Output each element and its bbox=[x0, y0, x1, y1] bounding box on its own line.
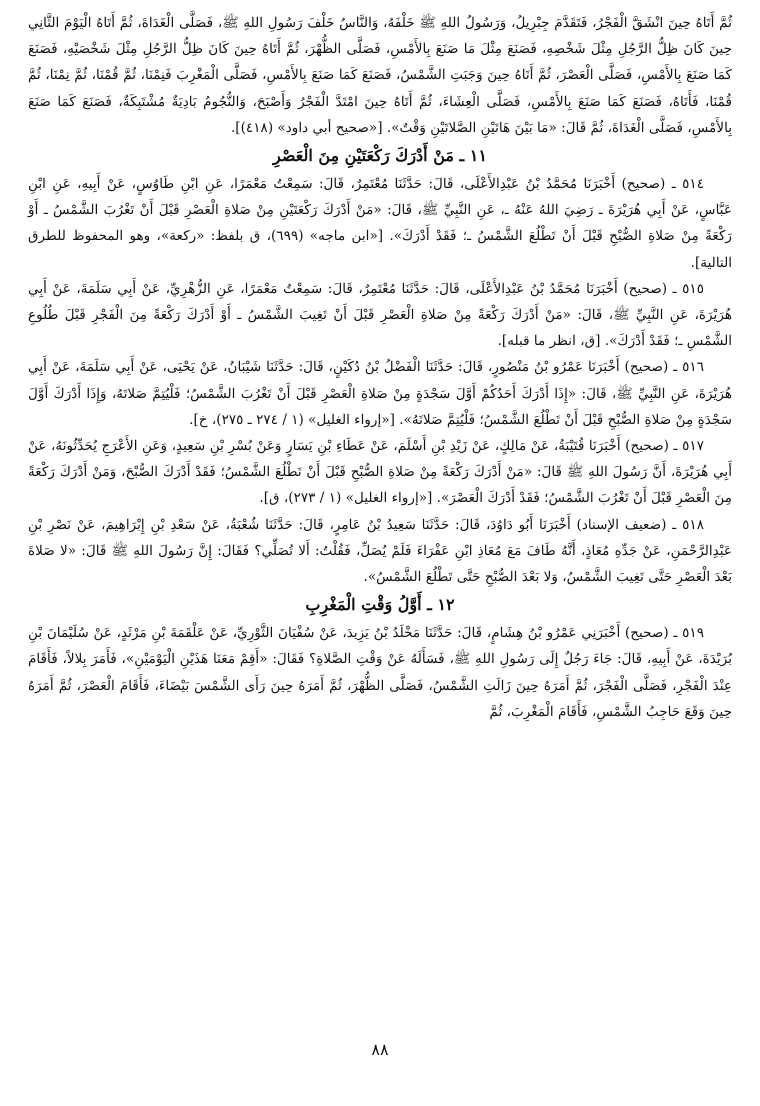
hadith-516: ٥١٦ ـ (صحيح) أَخْبَرَنَا عَمْرُو بْنُ مَنْصُورٍ، قَالَ: حَدَّثَنَا الْفَضْلُ بْنُ دُكَيْنٍ، قَالَ: حَدَّثَنَا شَيْبَانُ، عَنْ يَحْيَى، عَنْ أَبِي سَلَمَةَ، عَنْ أَبِي هُرَيْرَةَ، عَنِ النَّبِيِّ ﷺ، قَالَ: «إِذَا أَدْرَكَ أَحَدُكُمْ أَوَّلَ سَجْدَةٍ مِنْ صَلاةِ الْعَصْرِ قَبْلَ أَنْ تَغْرُبَ الشَّمْسُ؛ فَلْيُتِمَّ صَلاتَهُ، وَإِذَا أَدْرَكَ أَوَّلَ سَجْدَةٍ مِنْ صَلاةِ الصُّبْحِ قَبْلَ أَنْ تَطْلُعَ الشَّمْسُ؛ فَلْيُتِمَّ صَلاتَهُ». [«إرواء الغليل» (١ / ٢٧٤ ـ ٢٧٥)، خ]. bbox=[28, 359, 732, 428]
chapter-heading-12: ١٢ ـ أَوَّلُ وَقْتِ الْمَغْرِبِ bbox=[305, 595, 455, 615]
chapter-heading-11: ١١ ـ مَنْ أَدْرَكَ رَكْعَتَيْنِ مِنَ الْعَصْرِ bbox=[273, 146, 487, 166]
hadith-517: ٥١٧ ـ (صحيح) أَخْبَرَنَا قُتَيْبَةُ، عَنْ مَالِكٍ، عَنْ زَيْدِ بْنِ أَسْلَمَ، عَنْ عَطَاءِ بْنِ يَسَارٍ وَعَنْ بُسْرِ بْنِ سَعِيدٍ، وَعَنِ الأَعْرَجِ يُحَدِّثُونَهُ، عَنْ أَبِي هُرَيْرَةَ، أَنَّ رَسُولَ اللهِ ﷺ قَالَ: «مَنْ أَدْرَكَ رَكْعَةً مِنْ صَلاةِ الصُّبْحِ قَبْلَ أَنْ تَطْلُعَ الشَّمْسُ؛ فَقَدْ أَدْرَكَ الصُّبْحَ، وَمَنْ أَدْرَكَ رَكْعَةً مِنَ الْعَصْرِ قَبْلَ أَنْ تَغْرُبَ الشَّمْسُ؛ فَقَدْ أَدْرَكَ الْعَصْرَ». [«إرواء الغليل» (١ / ٢٧٣)، ق]. bbox=[28, 438, 732, 507]
continuation-paragraph: ثُمَّ أَتَاهُ حِينَ انْشَقَّ الْفَجْرُ، فَتَقَدَّمَ جِبْرِيلُ، وَرَسُولُ اللهِ ﷺ خَلْفَهُ، وَالنَّاسُ خَلْفَ رَسُولِ اللهِ ﷺ، فَصَلَّى الْغَدَاةَ، ثُمَّ أَتَاهُ الْيَوْمَ الثَّانِي حِينَ كَانَ ظِلُّ الرَّجُلِ مِثْلَ شَخْصِهِ، فَصَنَعَ مِثْلَ مَا صَنَعَ بِالأَمْسِ، فَصَلَّى الظُّهْرَ، ثُمَّ أَتَاهُ حِينَ كَانَ ظِلُّ الرَّجُلِ مِثْلَ شَخْصَيْهِ، فَصَنَعَ كَمَا صَنَعَ بِالأَمْسِ، فَصَلَّى الْعَصْرَ، ثُمَّ أَتَاهُ حِينَ وَجَبَتِ الشَّمْسُ، فَصَنَعَ كَمَا صَنَعَ بِالأَمْسِ، فَصَلَّى الْمَغْرِبَ فَنِمْنَا، ثُمَّ قُمْنَا، ثُمَّ نِمْنَا، ثُمَّ قُمْنَا، فَأَتَاهُ، فَصَنَعَ كَمَا صَنَعَ بِالأَمْسِ، فَصَلَّى الْعِشَاءَ، ثُمَّ أَتَاهُ حِينَ امْتَدَّ الْفَجْرُ وَأَصْبَحَ، وَالنُّجُومُ بَادِيَةٌ مُشْتَبِكَةٌ، فَصَنَعَ كَمَا صَنَعَ بِالأَمْسِ، فَصَلَّى الْغَدَاةَ، ثُمَّ قَالَ: «مَا بَيْنَ هَاتَيْنِ الصَّلاتَيْنِ وَقْتٌ». [«صحيح أبي داود» (٤١٨)]. bbox=[28, 15, 732, 136]
hadith-519: ٥١٩ ـ (صحيح) أَخْبَرَنِي عَمْرُو بْنُ هِشَامٍ، قَالَ: حَدَّثَنَا مَخْلَدُ بْنُ يَزِيدَ، عَنْ سُفْيَانَ الثَّوْرِيِّ، عَنْ عَلْقَمَةَ بْنِ مَرْثَدٍ، عَنْ سُلَيْمَانَ بْنِ بُرَيْدَةَ، عَنْ أَبِيهِ، قَالَ: جَاءَ رَجُلٌ إِلَى رَسُولِ اللهِ ﷺ، فَسَأَلَهُ عَنْ وَقْتِ الصَّلاةِ؟ فَقَالَ: «أَقِمْ مَعَنَا هَذَيْنِ الْيَوْمَيْنِ»، فَأَمَرَ بِلالاً، فَأَقَامَ عِنْدَ الْفَجْرِ، فَصَلَّى الْفَجْرَ، ثُمَّ أَمَرَهُ حِينَ زَالَتِ الشَّمْسُ، فَصَلَّى الظُّهْرَ، ثُمَّ أَمَرَهُ حِينَ رَأَى الشَّمْسَ بَيْضَاءَ، فَأَقَامَ الْعَصْرَ، ثُمَّ أَمَرَهُ حِينَ وَقَعَ حَاجِبُ الشَّمْسِ، فَأَقَامَ الْمَغْرِبَ، ثُمَّ bbox=[28, 625, 732, 720]
hadith-518: ٥١٨ ـ (ضعيف الإسناد) أَخْبَرَنَا أَبُو دَاوُدَ، قَالَ: حَدَّثَنَا سَعِيدُ بْنُ عَامِرٍ، قَالَ: حَدَّثَنَا شُعْبَةُ، عَنْ سَعْدِ بْنِ إِبْرَاهِيمَ، عَنْ نَصْرِ بْنِ عَبْدِالرَّحْمَنِ، عَنْ جَدِّهِ مُعَاذٍ، أَنَّهُ طَافَ مَعَ مُعَاذِ ابْنِ عَفْرَاءَ فَلَمْ يُصَلِّ، فَقُلْتُ: أَلا تُصَلِّي؟ فَقَالَ: إِنَّ رَسُولَ اللهِ ﷺ قَالَ: «لا صَلاةَ بَعْدَ الْعَصْرِ حَتَّى تَغِيبَ الشَّمْسُ، وَلا بَعْدَ الصُّبْحِ حَتَّى تَطْلُعَ الشَّمْسُ». bbox=[28, 516, 732, 586]
page-number: ٨٨ bbox=[371, 1040, 389, 1059]
hadith-515: ٥١٥ ـ (صحيح) أَخْبَرَنَا مُحَمَّدُ بْنُ عَبْدِالأَعْلَى، قَالَ: حَدَّثَنَا مُعْتَمِرٌ، قَالَ: سَمِعْتُ مَعْمَرًا، عَنِ الزُّهْرِيِّ، عَنْ أَبِي سَلَمَةَ، عَنْ أَبِي هُرَيْرَةَ، عَنِ النَّبِيِّ ﷺ، قَالَ: «مَنْ أَدْرَكَ رَكْعَةً مِنْ صَلاةِ الْعَصْرِ قَبْلَ أَنْ تَغِيبَ الشَّمْسُ ـ أَوْ أَدْرَكَ رَكْعَةً مِنَ الْفَجْرِ قَبْلَ طُلُوعِ الشَّمْسِ ـ؛ فَقَدْ أَدْرَكَ». [ق، انظر ما قبله]. bbox=[28, 280, 732, 350]
hadith-514: ٥١٤ ـ (صحيح) أَخْبَرَنَا مُحَمَّدُ بْنُ عَبْدِالأَعْلَى، قَالَ: حَدَّثَنَا مُعْتَمِرٌ، قَالَ: سَمِعْتُ مَعْمَرًا، عَنِ ابْنِ طَاوُسٍ، عَنْ أَبِيهِ، عَنِ ابْنِ عَبَّاسٍ، عَنْ أَبِي هُرَيْرَةَ ـ رَضِيَ اللهُ عَنْهُ ـ، عَنِ النَّبِيِّ ﷺ، قَالَ: «مَنْ أَدْرَكَ رَكْعَتَيْنِ مِنْ صَلاةِ الْعَصْرِ قَبْلَ أَنْ تَغْرُبَ الشَّمْسُ ـ أَوْ رَكْعَةً مِنْ صَلاةِ الصُّبْحِ قَبْلَ أَنْ تَطْلُعَ الشَّمْسُ ـ؛ فَقَدْ أَدْرَكَ». [«ابن ماجه» (٦٩٩)، ق بلفظ: «ركعة»، وهو المحفوظ للطرق التالية]. bbox=[28, 176, 732, 271]
document-page bbox=[28, 10, 732, 1096]
